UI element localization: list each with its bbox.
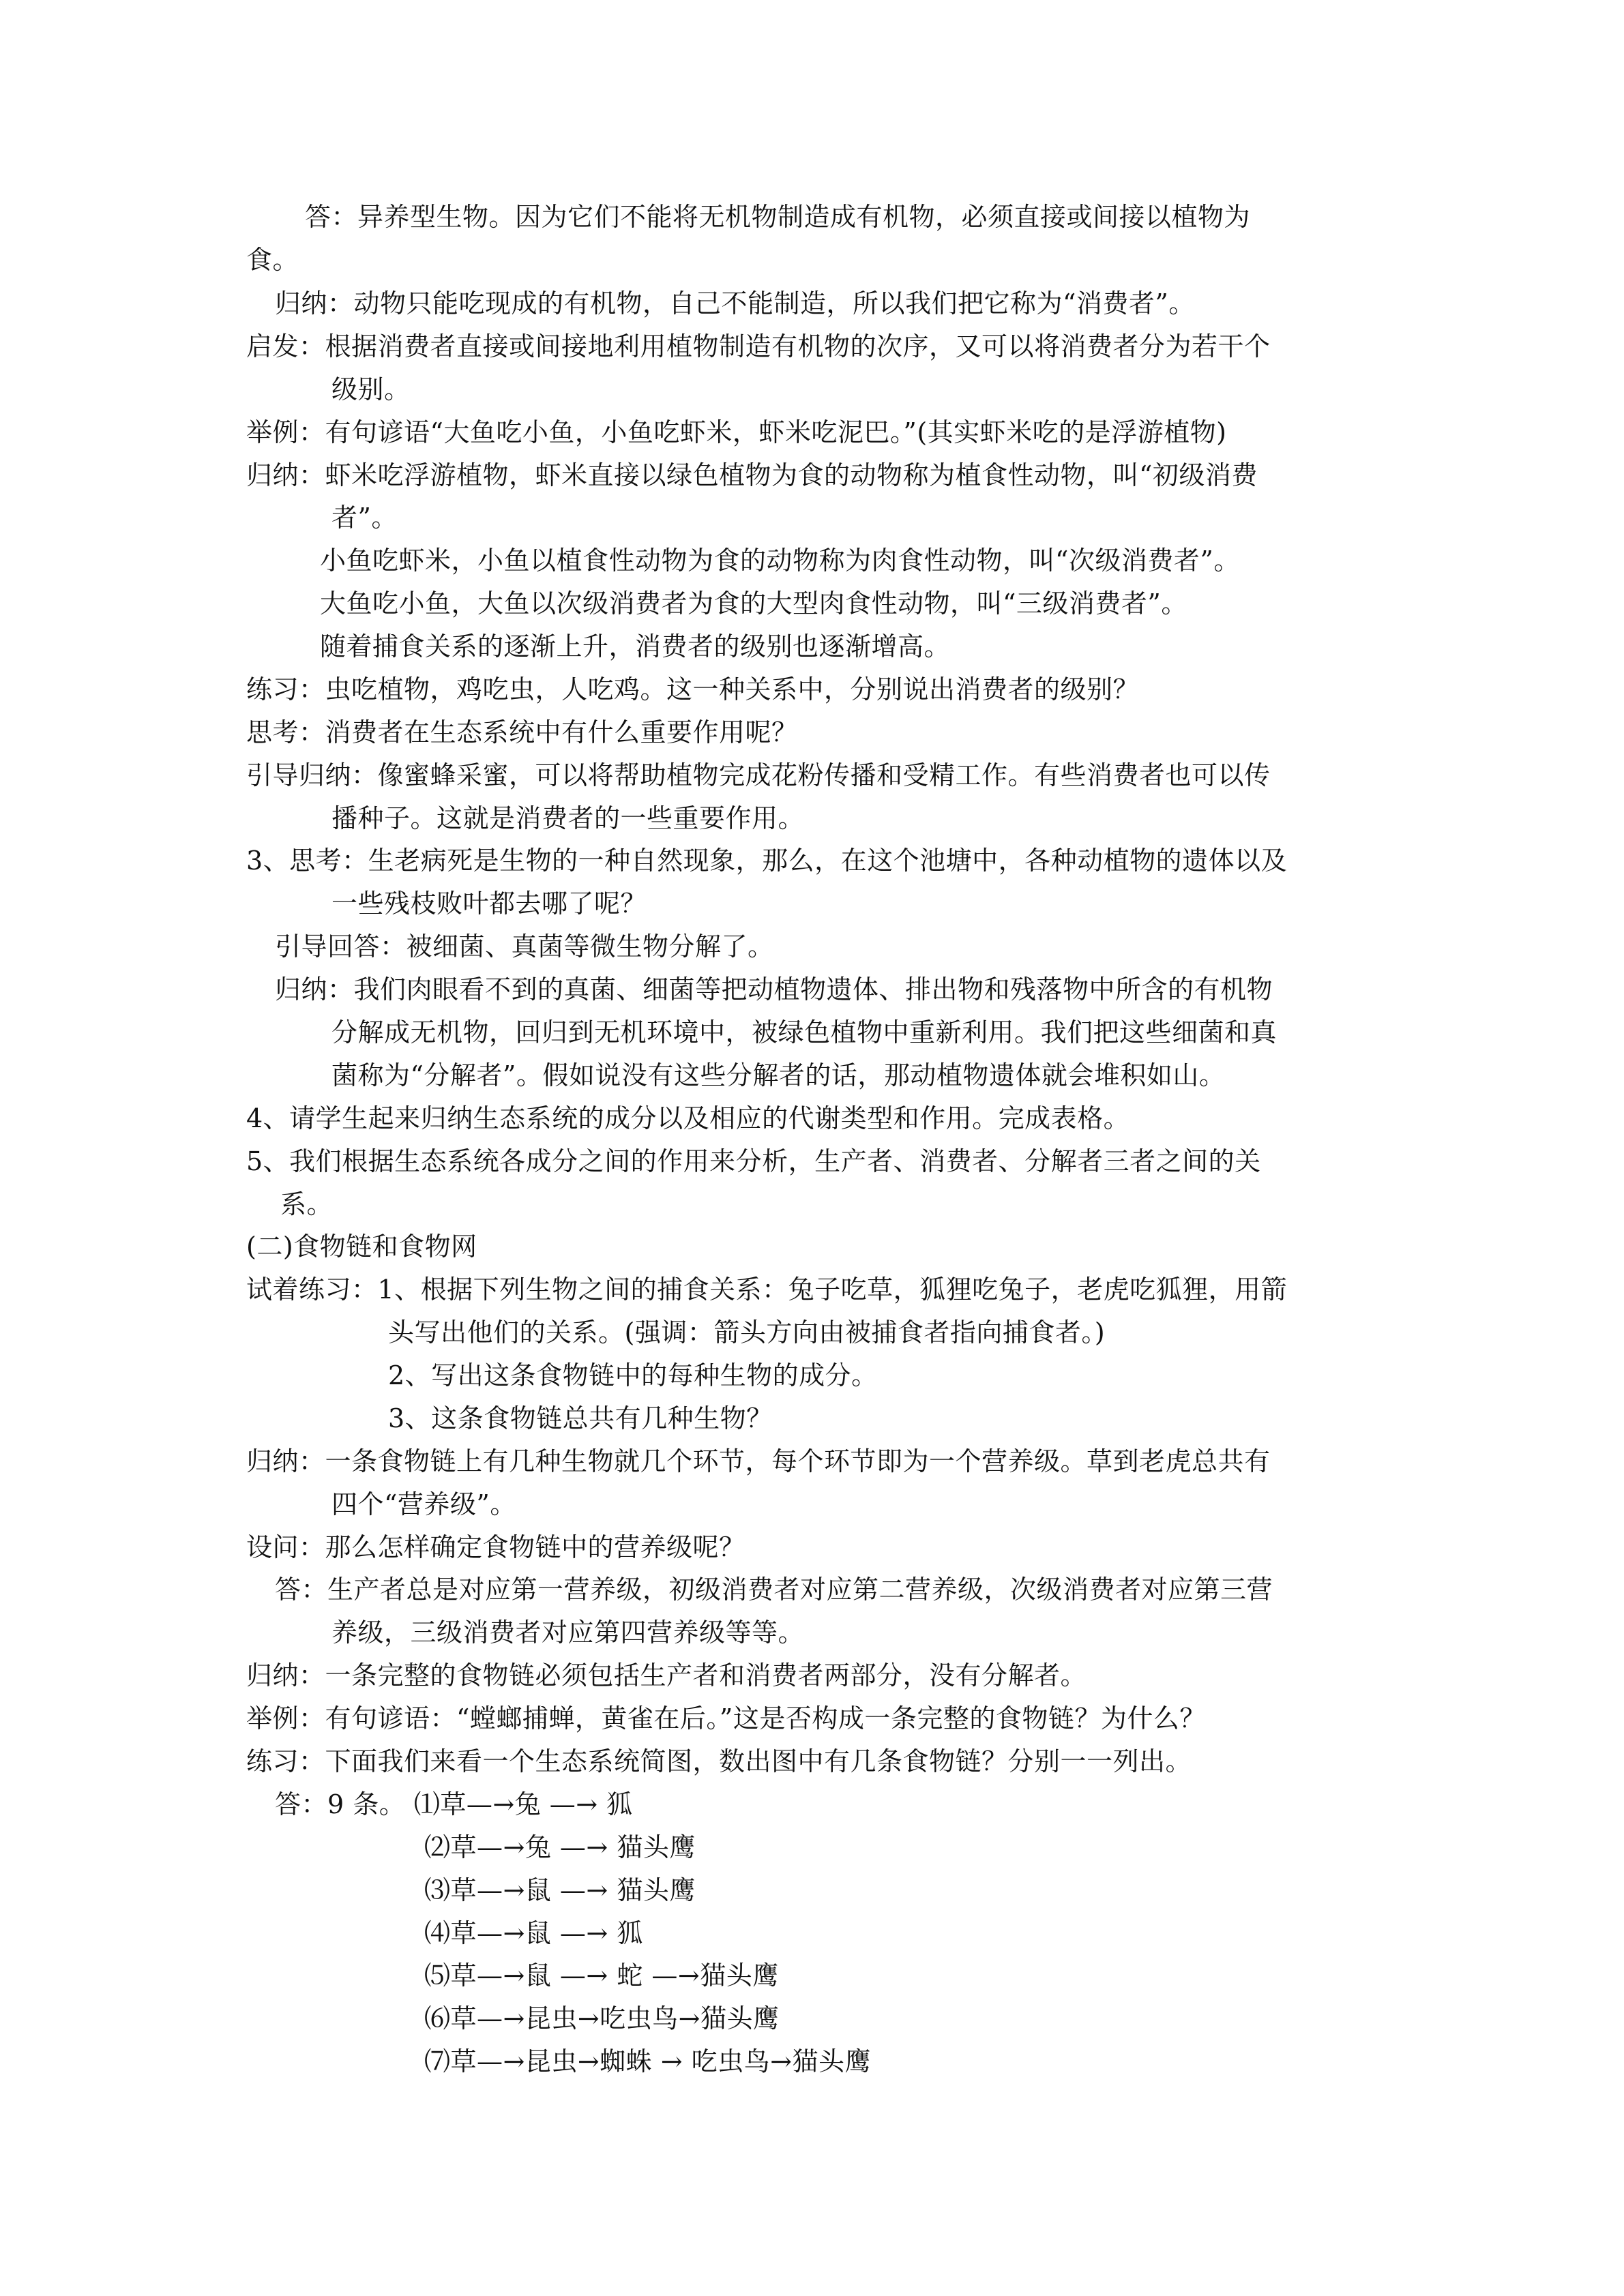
text-line: 播种子。这就是消费者的一些重要作用。 <box>331 803 805 833</box>
food-chain-line: ⑵草—→兔 —→ 猫头鹰 <box>424 1832 696 1862</box>
text-line: 举例：有句谚语“大鱼吃小鱼，小鱼吃虾米，虾米吃泥巴。”(其实虾米吃的是浮游植物) <box>246 417 1227 447</box>
text-line: 养级，三级消费者对应第四营养级等等。 <box>331 1617 805 1648</box>
text-line: 分解成无机物，回归到无机环境中，被绿色植物中重新利用。我们把这些细菌和真 <box>331 1017 1278 1047</box>
text-line: 菌称为“分解者”。假如说没有这些分解者的话，那动植物遗体就会堆积如山。 <box>331 1060 1226 1090</box>
text-line: 试着练习：1、根据下列生物之间的捕食关系：兔子吃草，狐狸吃兔子，老虎吃狐狸，用箭 <box>246 1274 1288 1304</box>
text-line: 3、思考：生老病死是生物的一种自然现象，那么，在这个池塘中，各种动植物的遗体以及 <box>246 846 1288 876</box>
text-line: 思考：消费者在生态系统中有什么重要作用呢？ <box>246 717 798 747</box>
text-line: 四个“营养级”。 <box>331 1489 516 1519</box>
text-line: 启发：根据消费者直接或间接地利用植物制造有机物的次序，又可以将消费者分为若干个 <box>246 331 1271 361</box>
text-line: 设问：那么怎样确定食物链中的营养级呢？ <box>246 1532 745 1562</box>
food-chain-line: ⑹草—→昆虫→吃虫鸟→猫头鹰 <box>424 2003 780 2033</box>
text-line: 归纳：一条完整的食物链必须包括生产者和消费者两部分，没有分解者。 <box>246 1660 1087 1690</box>
text-line: 答：异养型生物。因为它们不能将无机物制造成有机物，必须直接或间接以植物为 <box>305 202 1251 232</box>
text-line: 练习：虫吃植物，鸡吃虫，人吃鸡。这一种关系中，分别说出消费者的级别？ <box>246 674 1140 704</box>
text-line: 归纳：一条食物链上有几种生物就几个环节，每个环节即为一个营养级。草到老虎总共有 <box>246 1446 1271 1476</box>
text-line: 4、请学生起来归纳生态系统的成分以及相应的代谢类型和作用。完成表格。 <box>246 1103 1130 1133</box>
text-line: 头写出他们的关系。(强调：箭头方向由被捕食者指向捕食者。) <box>388 1317 1106 1347</box>
text-line: 食。 <box>246 245 299 275</box>
food-chain-line: ⑺草—→昆虫→蜘蛛 → 吃虫鸟→猫头鹰 <box>424 2046 872 2076</box>
text-line: 级别。 <box>331 374 411 404</box>
text-line: 系。 <box>280 1189 334 1219</box>
text-line: 5、我们根据生态系统各成分之间的作用来分析，生产者、消费者、分解者三者之间的关 <box>246 1146 1261 1176</box>
text-line: 引导归纳：像蜜蜂采蜜，可以将帮助植物完成花粉传播和受精工作。有些消费者也可以传 <box>246 760 1271 790</box>
text-line: 引导回答：被细菌、真菌等微生物分解了。 <box>275 931 774 961</box>
text-line: 练习：下面我们来看一个生态系统简图，数出图中有几条食物链？分别一一列出。 <box>246 1746 1192 1776</box>
text-line: 2、写出这条食物链中的每种生物的成分。 <box>388 1360 878 1390</box>
text-line: 归纳：虾米吃浮游植物，虾米直接以绿色植物为食的动物称为植食性动物，叫“初级消费 <box>246 460 1258 490</box>
text-line: 一些残枝败叶都去哪了呢？ <box>331 889 647 919</box>
food-chain-line: 答：9 条。 ⑴草—→兔 —→ 狐 <box>275 1789 633 1819</box>
text-line: 归纳：我们肉眼看不到的真菌、细菌等把动植物遗体、排出物和残落物中所含的有机物 <box>275 974 1273 1004</box>
food-chain-line: ⑶草—→鼠 —→ 猫头鹰 <box>424 1875 696 1905</box>
text-line: 3、这条食物链总共有几种生物？ <box>388 1403 773 1433</box>
text-line: 答：生产者总是对应第一营养级，初级消费者对应第二营养级，次级消费者对应第三营 <box>275 1575 1273 1605</box>
text-line: 举例：有句谚语：“螳螂捕蝉，黄雀在后。”这是否构成一条完整的食物链？为什么？ <box>246 1703 1206 1733</box>
food-chain-line: ⑸草—→鼠 —→ 蛇 —→猫头鹰 <box>424 1960 779 1991</box>
section-heading: (二)食物链和食物网 <box>246 1232 477 1262</box>
text-line: 随着捕食关系的逐渐上升，消费者的级别也逐渐增高。 <box>320 631 951 661</box>
food-chain-line: ⑷草—→鼠 —→ 狐 <box>424 1918 643 1948</box>
text-line: 大鱼吃小鱼，大鱼以次级消费者为食的大型肉食性动物，叫“三级消费者”。 <box>320 588 1187 618</box>
text-line: 归纳：动物只能吃现成的有机物，自己不能制造，所以我们把它称为“消费者”。 <box>275 288 1195 318</box>
text-line: 者”。 <box>331 503 398 533</box>
text-line: 小鱼吃虾米，小鱼以植食性动物为食的动物称为肉食性动物，叫“次级消费者”。 <box>320 546 1240 576</box>
